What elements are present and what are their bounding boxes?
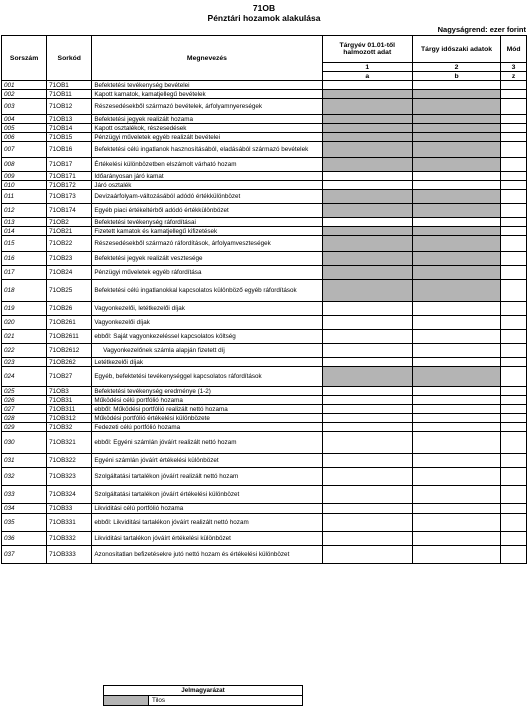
row-description: Befektetési jegyek realizált hozama [92,115,322,124]
value-cell-z[interactable] [501,432,527,454]
value-cell-a [322,252,412,266]
header-letter-a: a [322,72,412,81]
row-code: 71OB14 [47,124,92,133]
value-cell-a [322,204,412,218]
row-number: 031 [2,454,47,468]
value-cell-z[interactable] [501,236,527,252]
value-cell-a [322,99,412,115]
row-description: Egyéni számlán jóváírt értékelési különbözet [92,454,322,468]
value-cell-z[interactable] [501,280,527,302]
value-cell-b[interactable] [412,454,500,468]
value-cell-a [322,227,412,236]
value-cell-z[interactable] [501,405,527,414]
row-number: 016 [2,252,47,266]
table-row [2,414,527,423]
row-number: 006 [2,133,47,142]
value-cell-z[interactable] [501,172,527,181]
value-cell-b [412,133,500,142]
header-num-3: 3 [501,63,527,72]
value-cell-b[interactable] [412,344,500,358]
row-number: 036 [2,532,47,546]
value-cell-a[interactable] [322,81,412,90]
row-code: 71OB312 [47,414,92,423]
value-cell-b[interactable] [412,302,500,316]
table-row [2,115,527,124]
value-cell-b[interactable] [412,81,500,90]
row-number: 009 [2,172,47,181]
value-cell-a[interactable] [322,546,412,564]
row-description: ebből: Működési portfólió realizált nettó hozama [92,405,322,414]
table-row [2,546,527,564]
row-description: Befektetési jegyek realizált vesztesége [92,252,322,266]
row-code: 71OB21 [47,227,92,236]
value-cell-a[interactable] [322,486,412,504]
table-row [2,532,527,546]
form-title-block [0,3,528,23]
table-row [2,454,527,468]
value-cell-a[interactable] [322,358,412,367]
value-cell-b[interactable] [412,218,500,227]
table-row [2,190,527,204]
value-cell-z[interactable] [501,124,527,133]
value-cell-b[interactable] [412,546,500,564]
row-number: 022 [2,344,47,358]
row-number: 005 [2,124,47,133]
row-code: 71OB321 [47,432,92,454]
row-description: Likviditási célú portfólió hozama [92,504,322,514]
value-cell-a [322,90,412,99]
table-row [2,504,527,514]
value-cell-b[interactable] [412,504,500,514]
value-cell-a [322,367,412,387]
row-code: 71OB324 [47,486,92,504]
table-row [2,432,527,454]
value-cell-z[interactable] [501,266,527,280]
value-cell-b [412,158,500,172]
row-code: 71OB12 [47,99,92,115]
row-code: 71OB27 [47,367,92,387]
table-row [2,142,527,158]
row-number: 029 [2,423,47,432]
row-number: 007 [2,142,47,158]
value-cell-b [412,142,500,158]
value-cell-z[interactable] [501,423,527,432]
value-cell-a [322,158,412,172]
row-code: 71OB173 [47,190,92,204]
value-cell-a [322,266,412,280]
table-row [2,514,527,532]
row-description: Befektetési tevékenység bevételei [92,81,322,90]
header-num-1: 1 [322,63,412,72]
row-number: 037 [2,546,47,564]
value-cell-z[interactable] [501,330,527,344]
row-code: 71OB322 [47,454,92,468]
table-row [2,227,527,236]
value-cell-a[interactable] [322,514,412,532]
value-cell-a[interactable] [322,181,412,190]
row-description: Járó osztalék [92,181,322,190]
table-row [2,387,527,396]
row-description: Egyéb piaci értékeltérből adódó értékkülönbözet [92,204,322,218]
value-cell-z[interactable] [501,468,527,486]
value-cell-z[interactable] [501,532,527,546]
report-table [1,35,527,564]
table-row [2,133,527,142]
header-letter-z: z [501,72,527,81]
value-cell-b[interactable] [412,172,500,181]
form-title: Pénztári hozamok alakulása [207,13,321,23]
table-row [2,330,527,344]
table-row [2,236,527,252]
value-cell-a [322,236,412,252]
value-cell-z[interactable] [501,454,527,468]
table-row [2,358,527,367]
value-cell-z[interactable] [501,344,527,358]
legend-item: Tilos [149,696,303,706]
row-code: 71OB32 [47,423,92,432]
row-code: 71OB23 [47,252,92,266]
row-description: Vagyonkezelői, letétkezelői díjak [92,302,322,316]
row-description: Fizetett kamatok és kamatjellegű kifizetések [92,227,322,236]
value-cell-z[interactable] [501,302,527,316]
row-description: Részesedésekből származó bevételek, árfolyamnyereségek [92,99,322,115]
row-description: Időarányosan járó kamat [92,172,322,181]
unit-label: Nagyságrend: ezer forint [437,25,526,34]
value-cell-a[interactable] [322,387,412,396]
value-cell-z[interactable] [501,486,527,504]
value-cell-a [322,280,412,302]
value-cell-a[interactable] [322,218,412,227]
row-code: 71OB11 [47,90,92,99]
value-cell-b[interactable] [412,414,500,423]
header-num-2: 2 [412,63,500,72]
row-number: 024 [2,367,47,387]
value-cell-b[interactable] [412,405,500,414]
row-description: Kapott kamatok, kamatjellegű bevételek [92,90,322,99]
value-cell-z[interactable] [501,504,527,514]
value-cell-a[interactable] [322,414,412,423]
value-cell-b[interactable] [412,532,500,546]
row-code: 71OB25 [47,280,92,302]
value-cell-a[interactable] [322,454,412,468]
row-number: 003 [2,99,47,115]
row-description: Vagyonkezelőnek számla alapján fizetett díj [92,344,322,358]
row-number: 014 [2,227,47,236]
form-code: 71OB [252,3,276,13]
value-cell-b [412,99,500,115]
row-description: Befektetési tevékenység ráfordításai [92,218,322,227]
table-row [2,204,527,218]
header-col2: Tárgy időszaki adatok [412,36,500,63]
table-row [2,218,527,227]
row-description: Szolgáltatási tartalékon jóváírt értékelési különbözet [92,486,322,504]
table-row [2,90,527,99]
value-cell-b [412,190,500,204]
row-code: 71OB15 [47,133,92,142]
value-cell-a[interactable] [322,468,412,486]
table-row [2,367,527,387]
value-cell-a [322,115,412,124]
row-code: 71OB31 [47,396,92,405]
row-number: 020 [2,316,47,330]
value-cell-z[interactable] [501,115,527,124]
row-description: Befektetési célú ingatlanok hasznosításából, eladásából származó bevételek [92,142,322,158]
legend [103,685,303,706]
row-code: 71OB17 [47,158,92,172]
value-cell-b [412,280,500,302]
header-col1: Tárgyév 01.01-től halmozott adat [322,36,412,63]
row-code: 71OB33 [47,504,92,514]
row-description: Értékelési különbözetben elszámolt várható hozam [92,158,322,172]
value-cell-a[interactable] [322,532,412,546]
row-code: 71OB332 [47,532,92,546]
row-number: 001 [2,81,47,90]
row-description: Befektetési tevékenység eredménye (1-2) [92,387,322,396]
table-row [2,423,527,432]
row-code: 71OB333 [47,546,92,564]
value-cell-z[interactable] [501,99,527,115]
value-cell-a[interactable] [322,405,412,414]
row-code: 71OB2611 [47,330,92,344]
row-number: 035 [2,514,47,532]
row-description: Egyéb, befektetési tevékenységgel kapcsolatos ráfordítások [92,367,322,387]
value-cell-a [322,142,412,158]
value-cell-z[interactable] [501,316,527,330]
value-cell-b [412,367,500,387]
header-sorkod: Sorkód [47,36,92,81]
value-cell-b[interactable] [412,181,500,190]
table-body [2,81,527,564]
header-col3: Mód [501,36,527,63]
value-cell-b [412,227,500,236]
value-cell-b[interactable] [412,486,500,504]
table-row [2,405,527,414]
value-cell-a[interactable] [322,432,412,454]
row-description: Letétkezelői díjak [92,358,322,367]
value-cell-b [412,124,500,133]
header-letter-b: b [412,72,500,81]
row-description: Likviditási tartalékon jóváírt értékelési különbözet [92,532,322,546]
value-cell-z[interactable] [501,158,527,172]
row-description: Fedezeti célú portfólió hozama [92,423,322,432]
value-cell-b[interactable] [412,396,500,405]
row-description: ebből: Saját vagyonkezeléssel kapcsolatos költség [92,330,322,344]
row-description: Devizaárfolyam-változásából adódó értékkülönbözet [92,190,322,204]
row-description: Működési portfólió értékelési különbözete [92,414,322,423]
value-cell-z[interactable] [501,514,527,532]
header-sorszam: Sorszám [2,36,47,81]
row-number: 018 [2,280,47,302]
legend-title: Jelmagyarázat [104,686,303,696]
table-row [2,302,527,316]
row-code: 71OB3 [47,387,92,396]
row-number: 008 [2,158,47,172]
row-code: 71OB16 [47,142,92,158]
value-cell-z[interactable] [501,414,527,423]
row-code: 71OB262 [47,358,92,367]
value-cell-b [412,204,500,218]
value-cell-b [412,115,500,124]
row-code: 71OB331 [47,514,92,532]
value-cell-a[interactable] [322,302,412,316]
row-description: Pénzügyi műveletek egyéb realizált bevételei [92,133,322,142]
value-cell-a[interactable] [322,316,412,330]
table-row [2,396,527,405]
value-cell-b[interactable] [412,330,500,344]
value-cell-b[interactable] [412,514,500,532]
row-number: 015 [2,236,47,252]
value-cell-z[interactable] [501,90,527,99]
value-cell-z[interactable] [501,204,527,218]
value-cell-a [322,190,412,204]
table-row [2,124,527,133]
row-number: 028 [2,414,47,423]
table-row [2,158,527,172]
value-cell-a[interactable] [322,330,412,344]
row-number: 032 [2,468,47,486]
value-cell-z[interactable] [501,367,527,387]
row-description: Részesedésekből származó ráfordítások, árfolyamveszteségek [92,236,322,252]
value-cell-b[interactable] [412,387,500,396]
value-cell-a[interactable] [322,172,412,181]
row-description: ebből: Likviditási tartalékon jóváírt realizált nettó hozam [92,514,322,532]
legend-swatch [104,696,149,706]
table-row [2,280,527,302]
row-code: 71OB26 [47,302,92,316]
row-number: 023 [2,358,47,367]
row-number: 002 [2,90,47,99]
row-number: 026 [2,396,47,405]
value-cell-b[interactable] [412,468,500,486]
row-number: 011 [2,190,47,204]
row-code: 71OB2 [47,218,92,227]
value-cell-a[interactable] [322,423,412,432]
value-cell-z[interactable] [501,227,527,236]
row-description: Működési célú portfólió hozama [92,396,322,405]
value-cell-a [322,133,412,142]
row-number: 025 [2,387,47,396]
row-code: 71OB13 [47,115,92,124]
table-row [2,316,527,330]
row-code: 71OB323 [47,468,92,486]
value-cell-z[interactable] [501,396,527,405]
row-code: 71OB172 [47,181,92,190]
value-cell-b [412,266,500,280]
row-number: 010 [2,181,47,190]
value-cell-b[interactable] [412,358,500,367]
value-cell-z[interactable] [501,190,527,204]
row-code: 71OB22 [47,236,92,252]
row-description: Pénzügyi műveletek egyéb ráfordítása [92,266,322,280]
row-code: 71OB2612 [47,344,92,358]
row-number: 019 [2,302,47,316]
value-cell-a[interactable] [322,344,412,358]
row-code: 71OB261 [47,316,92,330]
value-cell-b[interactable] [412,423,500,432]
value-cell-b [412,252,500,266]
row-number: 030 [2,432,47,454]
table-row [2,266,527,280]
table-row [2,172,527,181]
row-code: 71OB1 [47,81,92,90]
row-description: ebből: Egyéni számlán jóváírt realizált nettó hozam [92,432,322,454]
value-cell-b [412,236,500,252]
table-row [2,252,527,266]
value-cell-a[interactable] [322,504,412,514]
row-number: 021 [2,330,47,344]
row-number: 017 [2,266,47,280]
table-row [2,99,527,115]
header-megnevezes: Megnevezés [92,36,322,81]
row-description: Azonosítatlan befizetésekre jutó nettó hozam és értékelési különbözet [92,546,322,564]
row-description: Vagyonkezelői díjak [92,316,322,330]
table-row [2,81,527,90]
value-cell-b[interactable] [412,432,500,454]
value-cell-z[interactable] [501,181,527,190]
value-cell-z[interactable] [501,142,527,158]
table-row [2,468,527,486]
table-row [2,344,527,358]
row-number: 013 [2,218,47,227]
value-cell-z[interactable] [501,81,527,90]
value-cell-z[interactable] [501,387,527,396]
row-code: 71OB311 [47,405,92,414]
value-cell-z[interactable] [501,218,527,227]
row-code: 71OB171 [47,172,92,181]
value-cell-b [412,90,500,99]
value-cell-z[interactable] [501,252,527,266]
table-row [2,181,527,190]
value-cell-z[interactable] [501,358,527,367]
value-cell-z[interactable] [501,133,527,142]
value-cell-b[interactable] [412,316,500,330]
row-number: 012 [2,204,47,218]
row-description: Befektetési célú ingatlanokkal kapcsolatos különböző egyéb ráfordítások [92,280,322,302]
value-cell-z[interactable] [501,546,527,564]
value-cell-a[interactable] [322,396,412,405]
row-code: 71OB174 [47,204,92,218]
row-number: 034 [2,504,47,514]
row-number: 033 [2,486,47,504]
row-description: Szolgáltatási tartalékon jóváírt realizált nettó hozam [92,468,322,486]
row-number: 004 [2,115,47,124]
row-number: 027 [2,405,47,414]
table-row [2,486,527,504]
row-description: Kapott osztalékok, részesedések [92,124,322,133]
value-cell-a [322,124,412,133]
row-code: 71OB24 [47,266,92,280]
